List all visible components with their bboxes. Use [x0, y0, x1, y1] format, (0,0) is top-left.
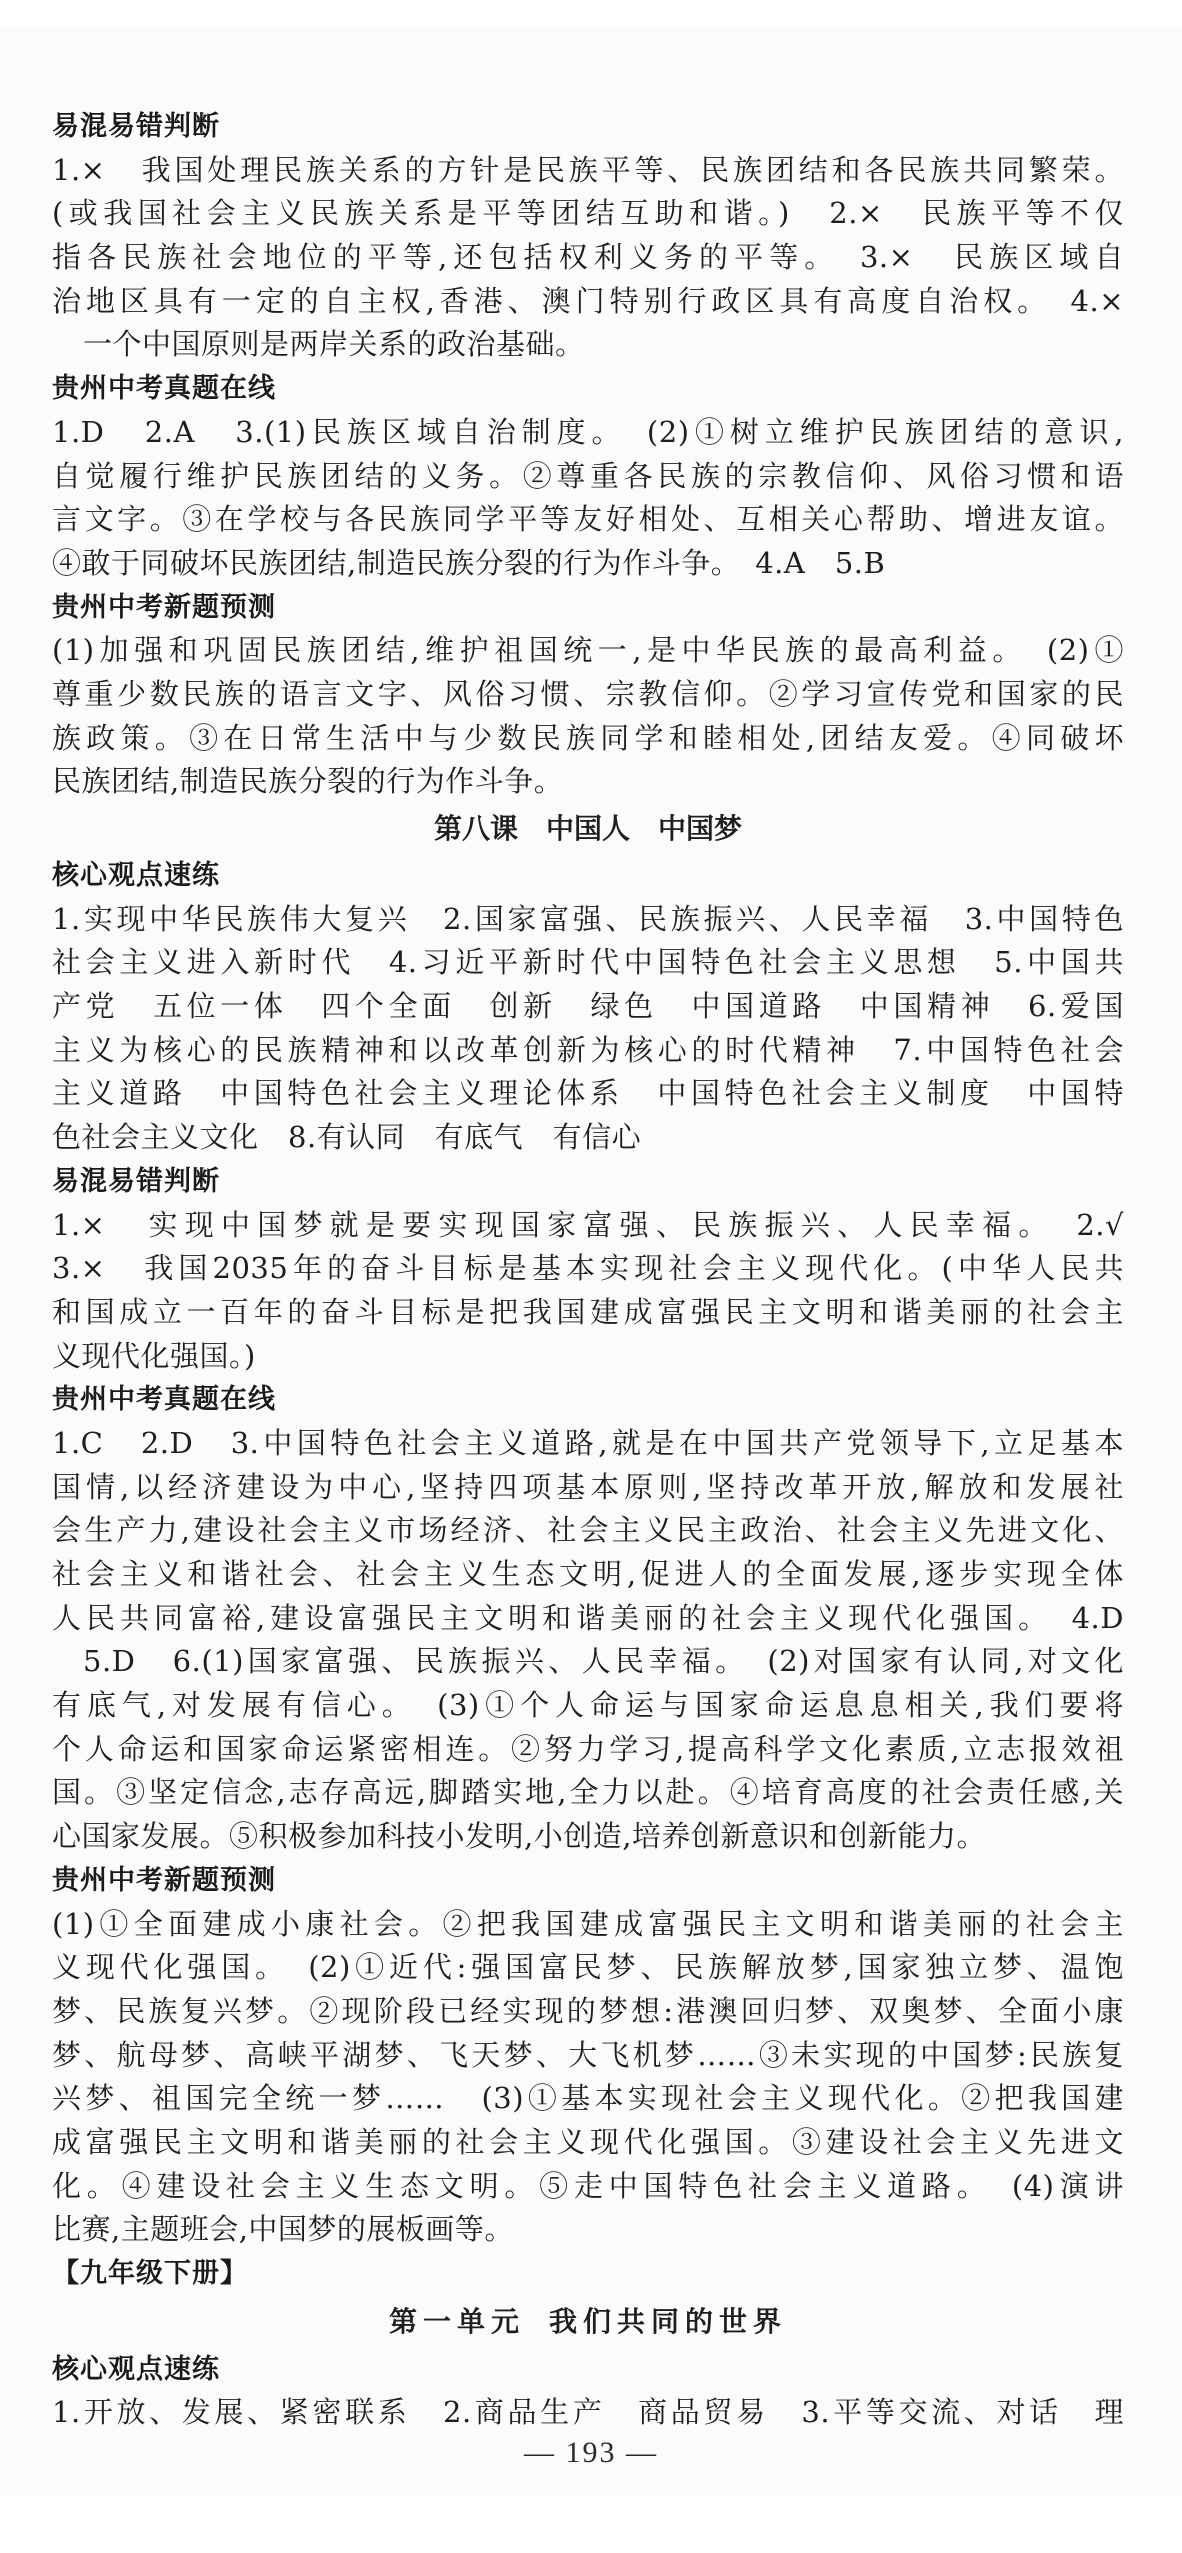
chapter-number: 第八课	[433, 812, 518, 845]
section-heading-exam-questions: 贵州中考真题在线	[52, 373, 276, 405]
text-line: 言文字。③在学校与各民族同学平等友好相处、互相关心帮助、增进友谊。	[52, 502, 1124, 537]
text-line: 化。④建设社会主义生态文明。⑤走中国特色社会主义道路。 (4)演讲	[52, 2168, 1124, 2203]
text-line: 3.× 我国2035年的奋斗目标是基本实现社会主义现代化。(中华人民共	[52, 1251, 1124, 1286]
text-line: 5.D 6.(1)国家富强、民族振兴、人民幸福。 (2)对国家有认同,对文化	[83, 1644, 1124, 1679]
text-line: 1.开放、发展、紧密联系 2.商品生产 商品贸易 3.平等交流、对话 理	[52, 2395, 1124, 2430]
text-line: 社会主义和谐社会、社会主义生态文明,促进人的全面发展,逐步实现全体	[52, 1557, 1124, 1591]
text-line: 1.× 我国处理民族关系的方针是民族平等、民族团结和各民族共同繁荣。	[52, 152, 1124, 187]
text-line: 族政策。③在日常生活中与少数民族同学和睦相处,团结友爱。④同破坏	[52, 720, 1124, 755]
text-line: 和国成立一百年的奋斗目标是把我国建成富强民主文明和谐美丽的社会主	[52, 1294, 1124, 1329]
section-heading-core-points: 核心观点速练	[52, 2353, 220, 2385]
text-line: 兴梦、祖国完全统一梦…… (3)①基本实现社会主义现代化。②把我国建	[52, 2081, 1124, 2116]
text-line: 尊重少数民族的语言文字、风俗习惯、宗教信仰。②学习宣传党和国家的民	[52, 676, 1124, 711]
text-line: 国情,以经济建设为中心,坚持四项基本原则,坚持改革开放,解放和发展社	[52, 1469, 1124, 1504]
text-line: 指各民族社会地位的平等,还包括权利义务的平等。 3.× 民族区域自	[52, 240, 1124, 275]
text-line: 自觉履行维护民族团结的义务。②尊重各民族的宗教信仰、风俗习惯和语	[52, 458, 1124, 493]
text-line: 1.D 2.A 3.(1)民族区域自治制度。 (2)①树立维护民族团结的意识,	[52, 414, 1124, 449]
text-line: 产党 五位一体 四个全面 创新 绿色 中国道路 中国精神 6.爱国	[52, 989, 1124, 1024]
text-line: 心国家发展。⑤积极参加科技小发明,小创造,培养创新意识和创新能力。	[52, 1819, 986, 1854]
section-heading-exam-questions: 贵州中考真题在线	[52, 1384, 276, 1416]
section-heading-core-points: 核心观点速练	[52, 860, 220, 891]
text-line: ④敢于同破坏民族团结,制造民族分裂的行为作斗争。 4.A 5.B	[52, 545, 886, 580]
unit-title	[52, 2298, 1124, 2346]
volume-label: 【九年级下册】	[52, 2258, 248, 2289]
text-line: 1.C 2.D 3.中国特色社会主义道路,就是在中国共产党领导下,立足基本	[52, 1425, 1124, 1460]
text-line: 梦、航母梦、高峡平湖梦、飞天梦、大飞机梦……③未实现的中国梦:民族复	[52, 2037, 1124, 2072]
text-line: (或我国社会主义民族关系是平等团结互助和谐。) 2.× 民族平等不仅	[52, 196, 1124, 231]
text-line: 义现代化强国。 (2)①近代:强国富民梦、民族解放梦,国家独立梦、温饱	[52, 1950, 1124, 1985]
section-heading-new-predictions: 贵州中考新题预测	[52, 1864, 276, 1896]
text-line: 1.实现中华民族伟大复兴 2.国家富强、民族振兴、人民幸福 3.中国特色	[52, 901, 1124, 936]
text-line: 会生产力,建设社会主义市场经济、社会主义民主政治、社会主义先进文化、	[52, 1513, 1124, 1548]
text-line: 主义为核心的民族精神和以改革创新为核心的时代精神 7.中国特色社会	[52, 1032, 1124, 1067]
unit-number: 第一单元	[388, 2304, 525, 2338]
section-heading-new-predictions: 贵州中考新题预测	[52, 591, 276, 623]
text-line: 成富强民主文明和谐美丽的社会主义现代化强国。③建设社会主义先进文	[52, 2124, 1124, 2159]
text-line: 色社会主义文化 8.有认同 有底气 有信心	[52, 1120, 642, 1155]
chapter-title-part: 中国人	[545, 812, 630, 845]
text-line: 民族团结,制造民族分裂的行为作斗争。	[52, 764, 564, 799]
text-line: 个人命运和国家命运紧密相连。②努力学习,提高科学文化素质,立志报效祖	[52, 1731, 1124, 1766]
text-line: 义现代化强国。)	[52, 1338, 256, 1373]
text-line: 治地区具有一定的自主权,香港、澳门特别行政区具有高度自治权。 4.×	[52, 283, 1124, 318]
text-line: 社会主义进入新时代 4.习近平新时代中国特色社会主义思想 5.中国共	[52, 945, 1124, 980]
text-line: 一个中国原则是两岸关系的政治基础。	[83, 327, 585, 362]
answer-key-content	[52, 105, 1124, 2435]
text-line: 梦、民族复兴梦。②现阶段已经实现的梦想:港澳回归梦、双奥梦、全面小康	[52, 1993, 1124, 2028]
chapter-title-part: 中国梦	[658, 812, 743, 845]
text-line: (1)加强和巩固民族团结,维护祖国统一,是中华民族的最高利益。 (2)①	[52, 633, 1124, 668]
page-number: — 193 —	[524, 2436, 658, 2469]
text-line: 1.× 实现中国梦就是要实现国家富强、民族振兴、人民幸福。 2.√	[52, 1207, 1124, 1242]
text-line: 人民共同富裕,建设富强民主文明和谐美丽的社会主义现代化强国。 4.D	[52, 1600, 1124, 1635]
text-line: 主义道路 中国特色社会主义理论体系 中国特色社会主义制度 中国特	[52, 1076, 1124, 1111]
unit-title-part: 我们共同的世界	[549, 2304, 788, 2338]
text-line: 比赛,主题班会,中国梦的展板画等。	[52, 2212, 514, 2247]
section-heading-easy-mistakes: 易混易错判断	[52, 111, 220, 142]
text-line: (1)①全面建成小康社会。②把我国建成富强民主文明和谐美丽的社会主	[52, 1906, 1124, 1941]
section-heading-easy-mistakes: 易混易错判断	[52, 1165, 220, 1197]
text-line: 国。③坚定信念,志存高远,脚踏实地,全力以赴。④培育高度的社会责任感,关	[52, 1775, 1124, 1810]
chapter-title	[52, 806, 1124, 852]
text-line: 有底气,对发展有信心。 (3)①个人命运与国家命运息息相关,我们要将	[52, 1688, 1124, 1723]
